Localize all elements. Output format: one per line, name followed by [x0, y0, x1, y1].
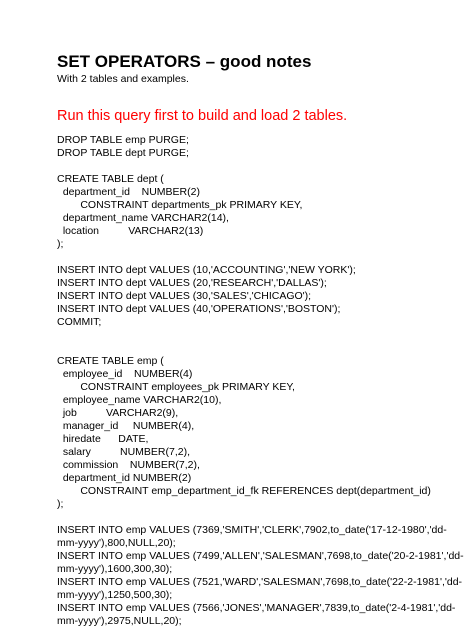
code-line: DROP TABLE emp PURGE; [57, 134, 189, 146]
code-line: mm-yyyy'),1600,300,30); [57, 563, 173, 575]
code-line: DROP TABLE dept PURGE; [57, 147, 189, 159]
code-line: INSERT INTO dept VALUES (40,'OPERATIONS','BOSTON'); [57, 303, 341, 315]
code-line: department_id NUMBER(2) [57, 472, 192, 484]
code-line: mm-yyyy'),1250,500,30); [57, 589, 173, 601]
code-line: CONSTRAINT emp_department_id_fk REFERENCES dept(department_id) [57, 485, 431, 497]
code-line: commission NUMBER(7,2), [57, 459, 200, 471]
code-line: INSERT INTO emp VALUES (7521,'WARD','SALESMAN',7698,to_date('22-2-1981','dd- [57, 576, 463, 588]
code-line: location VARCHAR2(13) [57, 225, 204, 237]
document-title: SET OPERATORS – good notes [57, 52, 312, 71]
instruction-heading: Run this query first to build and load 2 tables. [57, 108, 348, 124]
code-line: CONSTRAINT departments_pk PRIMARY KEY, [57, 199, 303, 211]
code-line: department_id NUMBER(2) [57, 186, 200, 198]
code-line: employee_id NUMBER(4) [57, 368, 193, 380]
code-line: job VARCHAR2(9), [57, 407, 179, 419]
document-subtitle: With 2 tables and examples. [57, 73, 189, 85]
code-line: manager_id NUMBER(4), [57, 420, 195, 432]
code-line: INSERT INTO emp VALUES (7499,'ALLEN','SALESMAN',7698,to_date('20-2-1981','dd- [57, 550, 464, 562]
code-line: hiredate DATE, [57, 433, 149, 445]
code-line: CREATE TABLE dept ( [57, 173, 164, 185]
code-line: salary NUMBER(7,2), [57, 446, 191, 458]
code-line: COMMIT; [57, 316, 102, 328]
code-line: department_name VARCHAR2(14), [57, 212, 229, 224]
code-line: mm-yyyy'),800,NULL,20); [57, 537, 176, 549]
code-line: employee_name VARCHAR2(10), [57, 394, 222, 406]
code-line: CREATE TABLE emp ( [57, 355, 164, 367]
code-line: INSERT INTO emp VALUES (7566,'JONES','MANAGER',7839,to_date('2-4-1981','dd- [57, 602, 456, 614]
code-line: mm-yyyy'),2975,NULL,20); [57, 615, 182, 627]
code-line: ); [57, 238, 64, 250]
code-line: CONSTRAINT employees_pk PRIMARY KEY, [57, 381, 295, 393]
code-line: INSERT INTO emp VALUES (7369,'SMITH','CLERK',7902,to_date('17-12-1980','dd- [57, 524, 447, 536]
code-line: INSERT INTO dept VALUES (10,'ACCOUNTING','NEW YORK'); [57, 264, 356, 276]
code-line: INSERT INTO dept VALUES (30,'SALES','CHICAGO'); [57, 290, 312, 302]
code-line: ); [57, 498, 64, 510]
code-line: INSERT INTO dept VALUES (20,'RESEARCH','DALLAS'); [57, 277, 327, 289]
